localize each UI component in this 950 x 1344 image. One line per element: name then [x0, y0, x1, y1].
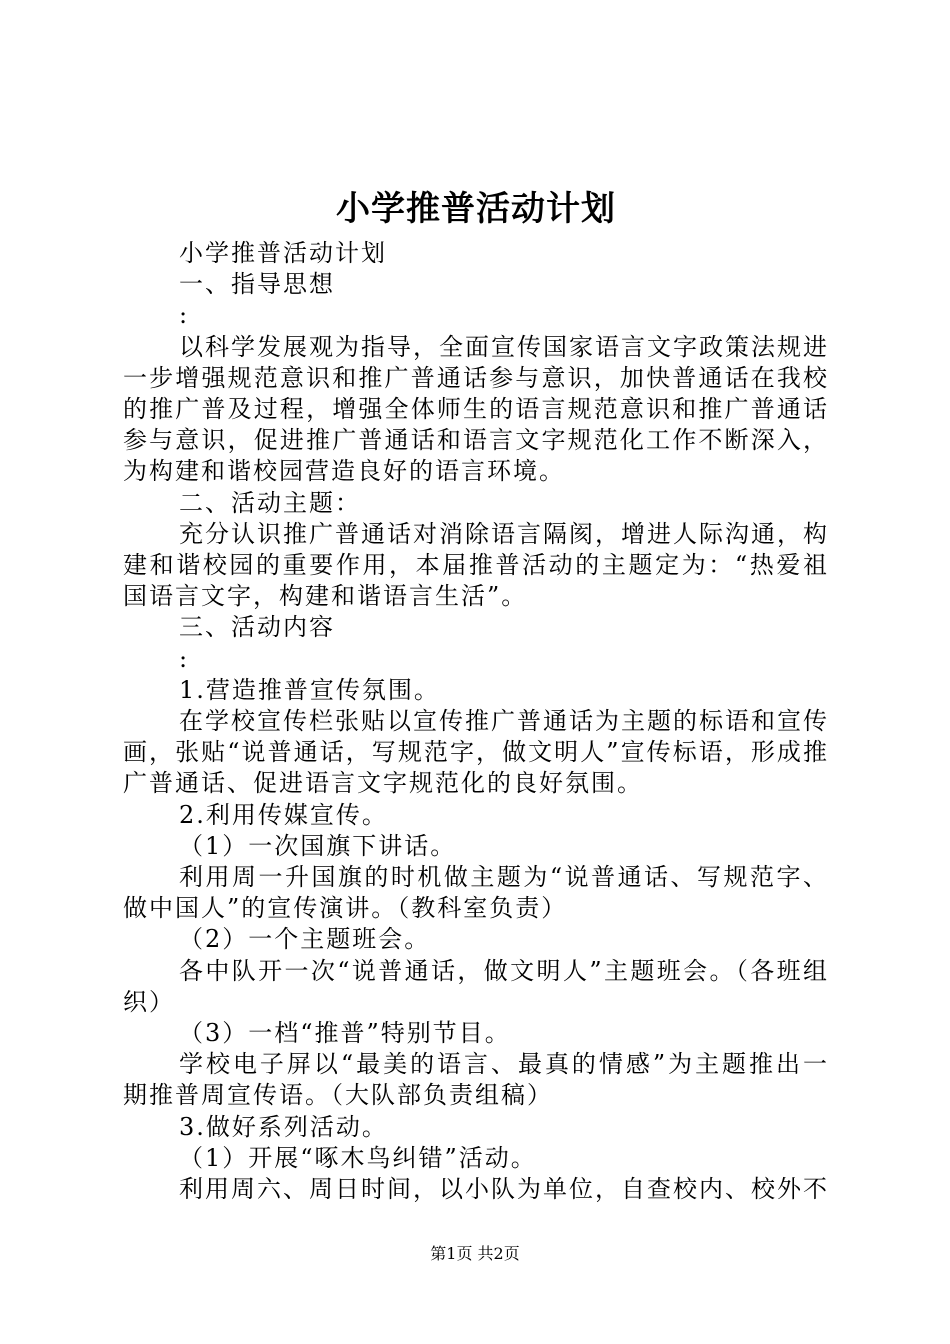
- body-paragraph: 2.利用传媒宣传。: [179, 800, 388, 829]
- document-title: 小学推普活动计划: [336, 189, 616, 229]
- body-paragraph: 一、指导思想: [179, 270, 335, 299]
- body-paragraph: 二、活动主题：: [179, 488, 361, 517]
- body-paragraph: 利用周六、周日时间，以小队为单位，自查校内、校外不: [179, 1175, 829, 1204]
- body-paragraph: 以科学发展观为指导，全面宣传国家语言文字政策法规进一步增强规范意识和推广普通话参与意识，加快普通话在我校的推广普及过程，增强全体师生的语言规范意识和推广普通话参与意识，促进推广普通话和语言文字规范化工作不断深入，为构建和谐校园营造良好的语言环境。: [123, 332, 829, 486]
- body-paragraph: 1.营造推普宣传氛围。: [179, 675, 440, 704]
- body-paragraph: 3.做好系列活动。: [179, 1112, 388, 1141]
- body-paragraph: 利用周一升国旗的时机做主题为“说普通话、写规范字、做中国人”的宣传演讲。（教科室负责）: [123, 863, 829, 923]
- page-indicator: 第1页 共2页: [430, 1244, 520, 1263]
- body-paragraph: 充分认识推广普通话对消除语言隔阂，增进人际沟通，构建和谐校园的重要作用，本届推普活动的主题定为：“热爱祖国语言文字，构建和谐语言生活”。: [123, 519, 829, 611]
- body-paragraph: :: [179, 301, 190, 330]
- document-body: [123, 238, 829, 1205]
- body-paragraph: 各中队开一次“说普通话，做文明人”主题班会。（各班组织）: [123, 956, 829, 1016]
- body-paragraph: （3）一档“推普”特别节目。: [179, 1019, 511, 1048]
- body-paragraph: 三、活动内容: [179, 613, 335, 642]
- body-paragraph: 学校电子屏以“最美的语言、最真的情感”为主题推出一期推普周宣传语。（大队部负责组稿）: [123, 1050, 829, 1110]
- body-paragraph: （1）开展“啄木鸟纠错”活动。: [179, 1143, 537, 1172]
- body-paragraph: :: [179, 644, 190, 673]
- body-paragraph: 在学校宣传栏张贴以宣传推广普通话为主题的标语和宣传画，张贴“说普通话，写规范字，做文明人”宣传标语，形成推广普通话、促进语言文字规范化的良好氛围。: [123, 707, 829, 798]
- body-paragraph: 小学推普活动计划: [179, 239, 387, 267]
- body-paragraph: （2）一个主题班会。: [179, 925, 431, 954]
- body-paragraph: （1）一次国旗下讲话。: [179, 831, 457, 860]
